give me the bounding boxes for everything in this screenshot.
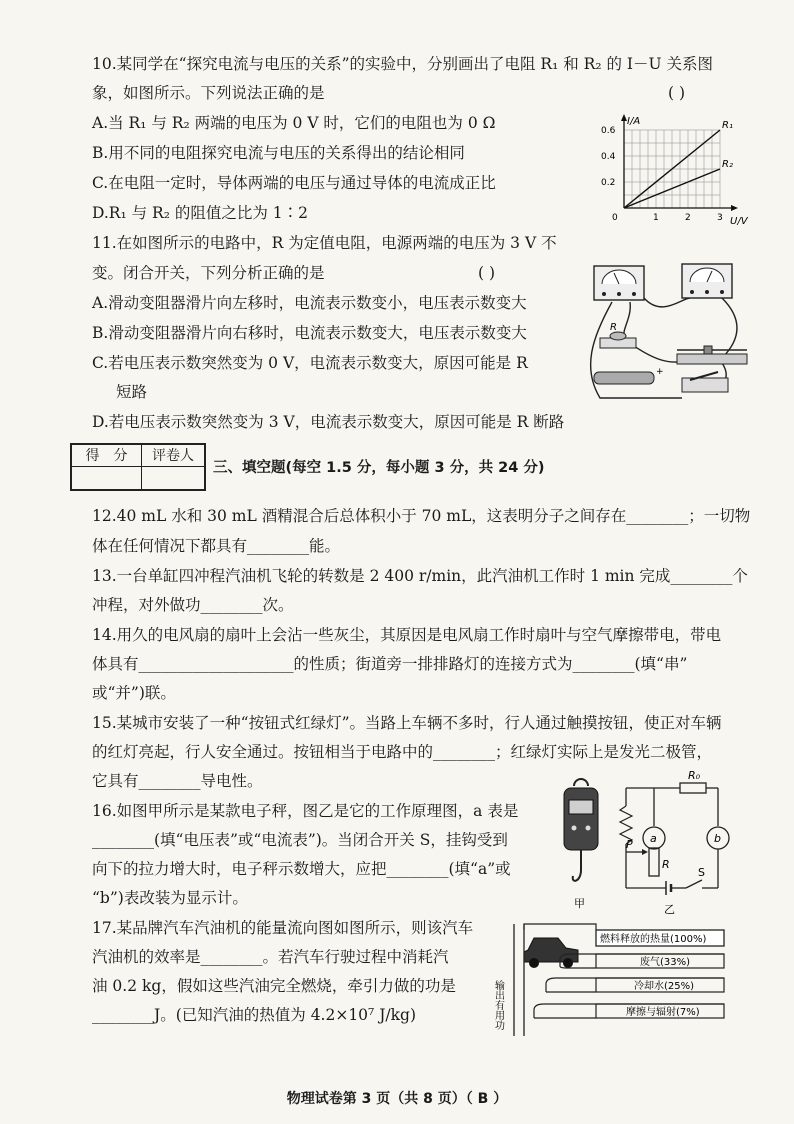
q16-line1: 16.如图甲所示是某款电子秤，图乙是它的工作原理图，a 表是 [92, 802, 519, 820]
section-3-heading: 三、填空题(每空 1.5 分，每小题 3 分，共 24 分) [213, 460, 545, 476]
x-tick-label: 2 [685, 213, 691, 223]
q15-line1: 15.某城市安装了一种“按钮式红绿灯”。当路上车辆不多时，行人通过触摸按钮，使正对车辆 [92, 714, 722, 732]
electronic-scale-figure [556, 774, 606, 914]
q17-line2: 汽油机的效率是________。若汽车行驶过程中消耗汽 [92, 948, 449, 966]
slider-p-label: P [626, 838, 633, 851]
switch-s-icon [686, 880, 702, 888]
q17-line1: 17.某品牌汽车汽油机的能量流向图如图所示，则该汽车 [92, 919, 474, 937]
q12-line1: 12.40 mL 水和 30 mL 酒精混合后总体积小于 70 mL，这表明分子之间存在________；一切物 [92, 507, 751, 525]
q15-line2: 的红灯亮起，行人安全通过。按钮相当于电路中的________；红绿灯实际上是发光二极管， [92, 743, 713, 761]
q14-line1: 14.用久的电风扇的扇叶上会沾一些灰尘，其原因是电风扇工作时扇叶与空气摩擦带电，带电 [92, 626, 722, 644]
x-tick-label: 0 [612, 213, 618, 223]
q10-stem-line2: 象，如图所示。下列说法正确的是 [92, 84, 325, 102]
meter-a-label: a [650, 832, 657, 845]
q16-line4: “b”)表改装为显示计。 [92, 889, 248, 907]
q10-stem-line1: 10.某同学在“探究电流与电压的关系”的实验中，分别画出了电阻 R₁ 和 R₂ 的 I－U 关系图 [92, 55, 714, 73]
friction-radiation-label: 摩擦与辐射(7%) [626, 1007, 700, 1018]
score-table-score-cell [72, 467, 142, 489]
x-axis-label: U/V [730, 216, 748, 227]
q17-line4: ________J。(已知汽油的热值为 4.2×10⁷ J/kg) [92, 1006, 416, 1024]
rheostat-r-icon [649, 848, 659, 876]
q11-option-d: D.若电压表示数突然变为 3 V，电流表示数变大，原因可能是 R 断路 [92, 413, 565, 431]
series-label-1: R₁ [722, 120, 733, 131]
useful-work-label: 输出有用功 [492, 980, 504, 1030]
score-table-score-header: 得 分 [72, 445, 142, 467]
scale-body-icon [564, 788, 598, 850]
exhaust-label: 废气(33%) [640, 957, 691, 968]
q10-option-d: D.R₁ 与 R₂ 的阻值之比为 1∶2 [92, 204, 309, 222]
q16-line3: 向下的拉力增大时，电子秤示数增大，应把________(填“a”或 [92, 860, 511, 878]
q11-stem-line1: 11.在如图所示的电路中，R 为定值电阻，电源两端的电压为 3 V 不 [92, 234, 557, 252]
q11-option-c-line1: C.若电压表示数突然变为 0 V，电流表示数变大，原因可能是 R [92, 354, 528, 372]
y-tick-label: 0.4 [601, 152, 616, 162]
page-footer: 物理试卷第 3 页（共 8 页）（ B ） [286, 1091, 508, 1107]
scale-circuit-diagram [606, 768, 746, 916]
iu-chart [596, 110, 746, 230]
meter-b-label: b [714, 832, 721, 845]
r0-label: R₀ [688, 769, 701, 782]
hook-icon [573, 870, 581, 881]
q10-option-c: C.在电阻一定时，导体两端的电压与通过导体的电流成正比 [92, 174, 496, 192]
svg-text:+: + [656, 367, 664, 377]
x-tick-label: 1 [653, 213, 659, 223]
switch-icon [682, 378, 728, 392]
q10-option-a: A.当 R₁ 与 R₂ 两端的电压为 0 V 时，它们的电阻也为 0 Ω [92, 114, 496, 132]
x-tick-label: 3 [717, 213, 723, 223]
rheostat-icon [677, 354, 747, 364]
figure-yi-label: 乙 [664, 903, 675, 916]
q11-stem-line2: 变。闭合开关，下列分析正确的是 [92, 264, 325, 282]
circuit-diagram [572, 258, 752, 410]
score-table [70, 443, 206, 491]
q17-line3: 油 0.2 kg，假如这些汽油完全燃烧，牵引力做的功是 [92, 977, 456, 995]
q11-option-b: B.滑动变阻器滑片向右移时，电流表示数变大，电压表示数变大 [92, 324, 527, 342]
series-label-2: R₂ [722, 159, 733, 170]
x-axis-arrow [731, 205, 738, 211]
fuel-heat-label: 燃料释放的热量(100%) [600, 934, 707, 945]
rheostat-r-label: R [662, 858, 670, 871]
q14-line2: 体具有____________________的性质；街道旁一排排路灯的连接方式为________(填“串” [92, 655, 688, 673]
q16-line2: ________(填“电压表”或“电流表”)。当闭合开关 S，挂钩受到 [92, 831, 508, 849]
y-tick-label: 0.2 [601, 178, 616, 188]
q10-option-b: B.用不同的电阻探究电流与电压的关系得出的结论相同 [92, 144, 465, 162]
energy-flow-diagram [492, 918, 732, 1042]
q11-answer-paren: ( ) [478, 264, 496, 282]
q10-answer-paren: ( ) [668, 84, 686, 102]
q14-line3: 或“并”)联。 [92, 684, 176, 702]
q15-line3: 它具有________导电性。 [92, 772, 263, 790]
switch-s-label: S [698, 866, 705, 879]
r0-resistor-icon [680, 783, 706, 793]
q12-line2: 体在任何情况下都具有________能。 [92, 537, 341, 555]
figure-jia-label: 甲 [574, 897, 585, 910]
q13-line2: 冲程，对外做功________次。 [92, 596, 294, 614]
q11-option-a: A.滑动变阻器滑片向左移时，电流表示数变小，电压表示数变大 [92, 294, 527, 312]
resistor-label: R [610, 322, 617, 333]
y-tick-label: 0.6 [601, 126, 616, 136]
score-table-grader-cell [142, 467, 204, 489]
q13-line1: 13.一台单缸四冲程汽油机飞轮的转数是 2 400 r/min，此汽油机工作时 1 min 完成________个 [92, 567, 748, 585]
battery-icon [594, 372, 654, 384]
y-axis-label: I/A [627, 116, 641, 127]
cooling-water-label: 冷却水(25%) [634, 981, 695, 992]
score-table-grader-header: 评卷人 [142, 445, 204, 467]
q11-option-c-line2: 短路 [116, 383, 148, 401]
